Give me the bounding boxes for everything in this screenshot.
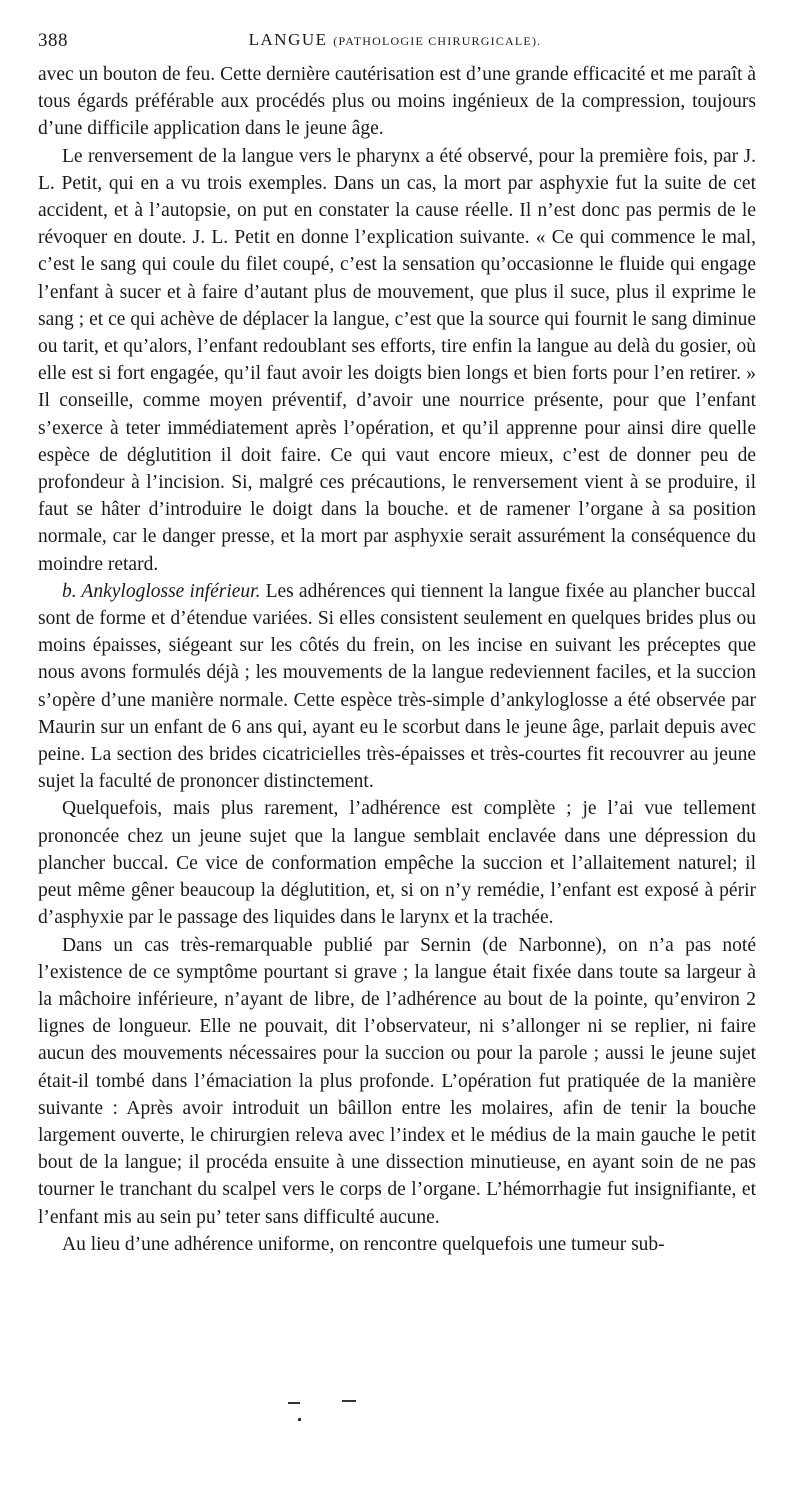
print-marks [284,1396,364,1426]
paragraph-2: Le renversement de la langue vers le pharynx a été observé, pour la première fois, par J. L. Petit, qui en a vu trois exemples. Dans un cas, la mort par asphyxie fut la suite de cet accident, et à l’autopsie, on put en constater la cause réelle. Il n’est donc pas permis de le révoquer en doute. J. L. Petit en donne l’explication suivante. « Ce qui commence le mal, c’est le sang qui coule du filet coupé, c’est la sensation qu’occasionne le fluide qui engage l’enfant à sucer et à faire d’autant plus de mouvement, que plus il suce, plus il exprime le sang ; et ce qui achève de déplacer la langue, c’est que la source qui fournit le sang diminue ou tarit, et qu’alors, l’enfant redoublant ses efforts, tire enfin la langue au delà du gosier, où elle est si fort engagée, qu’il faut avoir les doigts bien longs et bien forts pour l’en retirer. » Il conseille, comme moyen préventif, d’avoir une nourrice présente, pour que l’enfant s’exerce à teter immédiatement après l’opération, et qu’il apprenne pour ainsi dire quelle espèce de déglutition il doit faire. Ce qui vaut encore mieux, c’est de donner peu de profondeur à l’incision. Si, malgré ces précautions, le renversement vient à se produire, il faut se hâter d’introduire le doigt dans la bouche. et de ramener l’organe à sa position normale, car le danger presse, et la mort par asphyxie serait assurément la conséquence du moindre retard. [38,145,756,575]
page-number: 388 [38,30,68,51]
running-title-main: LANGUE [248,30,328,49]
print-mark [288,1402,300,1404]
running-title [38,30,752,50]
paragraph-1: avec un bouton de feu. Cette dernière cautérisation est d’une grande efficacité et me paraît à tous égards préférable aux procédés plus ou moins ingénieux de la compression, toujours d’une difficile application dans le jeune âge. [38,64,756,140]
section-label: b. Ankyloglosse inférieur. [62,580,261,602]
paragraph-3-text: Les adhérences qui tiennent la langue fixée au plancher buccal sont de forme et d’étendue variées. Si elles consistent seulement en quelques brides plus ou moins épaisses, siégeant sur les côtés du frein, on les incise en suivant les préceptes que nous avons formulés déjà ; les mouvements de la langue redeviennent faciles, et la succion s’opère d’une manière normale. Cette espèce très-simple d’ankyloglosse a été observée par Maurin sur un enfant de 6 ans qui, ayant eu le scorbut dans le jeune âge, parlait depuis avec peine. La section des brides cicatricielles très-épaisses et très-courtes fit recouvrer au jeune sujet la faculté de prononcer distinctement. [38,580,756,793]
paragraph-3 [38,578,756,796]
paragraph-4: Quelquefois, mais plus rarement, l’adhérence est complète ; je l’ai vue tellement prononcée chez un jeune sujet que la langue semblait enclavée dans une dépression du plancher buccal. Ce vice de conformation empêche la succion et l’allaitement naturel; il peut même gêner beaucoup la déglutition, et, si on n’y remédie, l’enfant est exposé à périr d’asphyxie par le passage des liquides dans le larynx et la trachée. [38,798,756,929]
print-mark [342,1400,356,1402]
print-mark [298,1418,301,1421]
body-text [38,61,756,1258]
paragraph-5: Dans un cas très-remarquable publié par Sernin (de Narbonne), on n’a pas noté l’existence de ce symptôme pourtant si grave ; la langue était fixée dans toute sa largeur à la mâchoire inférieure, n’ayant de libre, de l’adhérence au bout de la pointe, qu’environ 2 lignes de longueur. Elle ne pouvait, dit l’observateur, ni s’allonger ni se replier, ni faire aucun des mouvements nécessaires pour la succion ou pour la parole ; aussi le jeune sujet était-il tombé dans l’émaciation la plus profonde. L’opération fut pratiquée de la manière suivante : Après avoir introduit un bâillon entre les molaires, afin de tenir la bouche largement ouverte, le chirurgien releva avec l’index et le médius de la main gauche le petit bout de la langue; il procéda ensuite à une dissection minutieuse, en ayant soin de ne pas tourner le tranchant du scalpel vers le corps de l’organe. L’hémorrhagie fut insignifiante, et l’enfant mis au sein pu’ teter sans difficulté aucune. [38,934,756,1228]
page-header [38,30,752,56]
paragraph-6: Au lieu d’une adhérence uniforme, on rencontre quelquefois une tumeur sub- [62,1233,665,1255]
running-title-sub: (PATHOLOGIE CHIRURGICALE). [333,34,542,48]
